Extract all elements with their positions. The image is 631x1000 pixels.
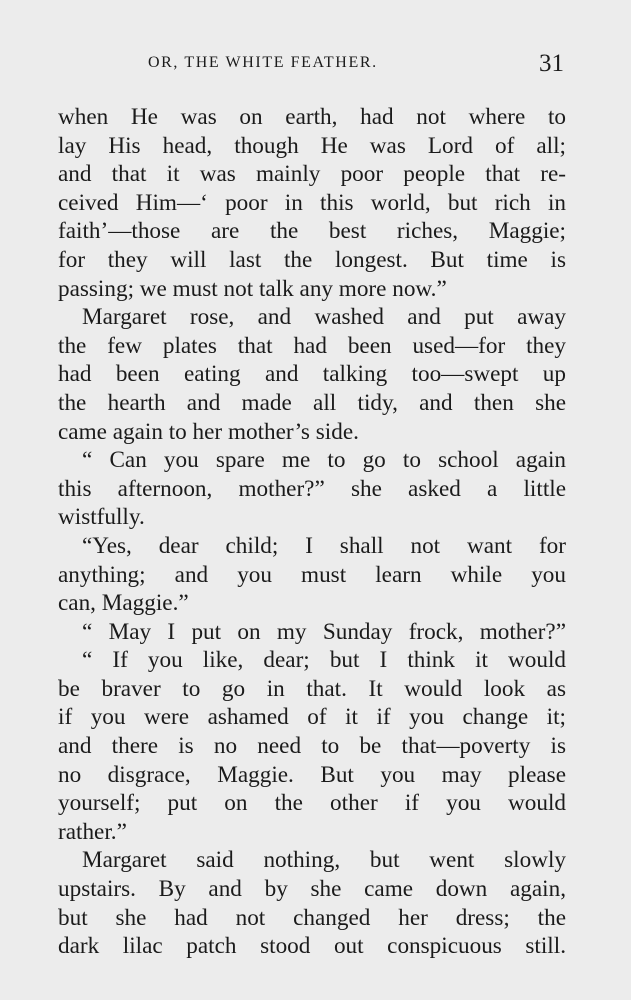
text-line: the few plates that had been used—for they	[58, 332, 566, 359]
text-line: the hearth and made all tidy, and then she	[58, 389, 566, 416]
text-line: when He was on earth, had not where to	[58, 104, 566, 130]
text-line: “ May I put on my Sunday frock, mother?”	[82, 618, 566, 645]
text-line: anything; and you must learn while you	[58, 561, 566, 588]
text-line: be braver to go in that. It would look as	[58, 675, 566, 702]
text-line: passing; we must not talk any more now.”	[58, 275, 447, 302]
text-line: faith’—those are the best riches, Maggie;	[58, 218, 566, 245]
text-line: had been eating and talking too—swept up	[58, 361, 566, 388]
page-number: 31	[539, 50, 564, 77]
text-line: if you were ashamed of it if you change it;	[58, 704, 566, 731]
text-line: “ Can you spare me to go to school again	[82, 447, 566, 474]
text-line: and that it was mainly poor people that re-	[58, 161, 566, 188]
text-line: yourself; put on the other if you would	[58, 790, 566, 817]
text-line: this afternoon, mother?” she asked a little	[58, 475, 566, 502]
text-line: lay His head, though He was Lord of all;	[58, 132, 566, 159]
text-line: came again to her mother’s side.	[58, 418, 359, 445]
text-line: can, Maggie.”	[58, 590, 189, 617]
running-title: OR, THE WHITE FEATHER.	[148, 54, 378, 71]
text-line: and there is no need to be that—poverty is	[58, 733, 566, 760]
text-line: rather.”	[58, 818, 127, 845]
text-line: Margaret rose, and washed and put away	[82, 304, 566, 331]
text-line: upstairs. By and by she came down again,	[58, 876, 566, 903]
text-line: “ If you like, dear; but I think it would	[82, 647, 566, 674]
text-line: for they will last the longest. But time is	[58, 246, 566, 273]
running-head	[60, 50, 566, 80]
text-line: no disgrace, Maggie. But you may please	[58, 761, 566, 788]
body-text	[58, 103, 566, 961]
text-line: “Yes, dear child; I shall not want for	[82, 532, 566, 559]
text-line: dark lilac patch stood out conspicuous still.	[58, 933, 566, 960]
text-line: but she had not changed her dress; the	[58, 904, 566, 931]
text-line: Margaret said nothing, but went slowly	[82, 847, 566, 874]
text-line: ceived Him—‘ poor in this world, but rich in	[58, 189, 566, 216]
text-line: wistfully.	[58, 504, 145, 531]
